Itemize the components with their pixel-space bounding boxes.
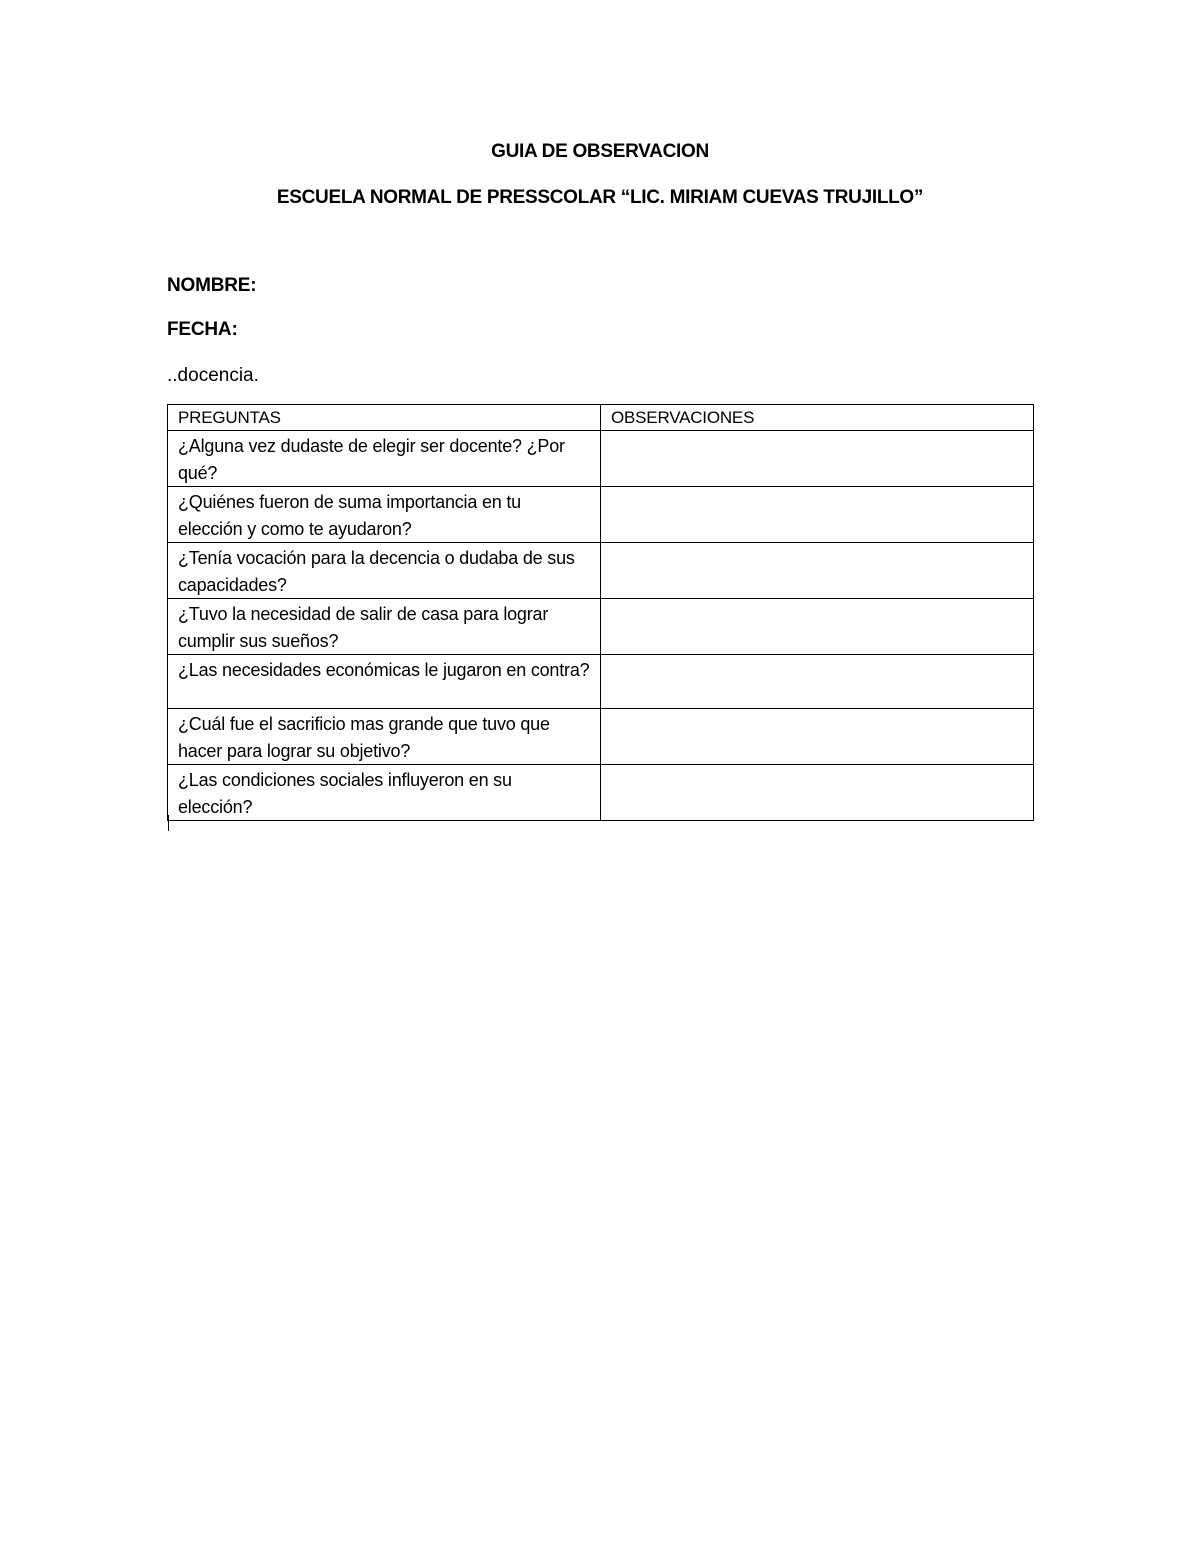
document-subtitle: ESCUELA NORMAL DE PRESSCOLAR “LIC. MIRIAM CUEVAS TRUJILLO” — [276, 187, 924, 208]
observation-table — [167, 404, 1034, 821]
observation-cell[interactable] — [601, 655, 1034, 709]
table-row — [168, 709, 1034, 765]
table-row — [168, 543, 1034, 599]
document-title: GUIA DE OBSERVACION — [491, 141, 709, 162]
table-row — [168, 599, 1034, 655]
table-row — [168, 431, 1034, 487]
observation-cell[interactable] — [601, 431, 1034, 487]
header-observaciones: OBSERVACIONES — [601, 405, 1034, 431]
fecha-label: FECHA: — [167, 319, 238, 340]
nombre-label: NOMBRE: — [167, 275, 257, 296]
table-row — [168, 487, 1034, 543]
observation-cell[interactable] — [601, 709, 1034, 765]
table-row — [168, 655, 1034, 709]
observation-cell[interactable] — [601, 599, 1034, 655]
question-cell: ¿Quiénes fueron de suma importancia en tu elección y como te ayudaron? — [168, 487, 601, 543]
question-cell: ¿Tenía vocación para la decencia o dudaba de sus capacidades? — [168, 543, 601, 599]
observation-cell[interactable] — [601, 487, 1034, 543]
question-cell: ¿Las condiciones sociales influyeron en su elección? — [168, 765, 601, 821]
table-header-row — [168, 405, 1034, 431]
note-text: ..docencia. — [167, 365, 259, 386]
question-cell: ¿Las necesidades económicas le jugaron en contra? — [168, 655, 601, 709]
question-cell: ¿Cuál fue el sacrificio mas grande que tuvo que hacer para lograr su objetivo? — [168, 709, 601, 765]
observation-cell[interactable] — [601, 543, 1034, 599]
header-preguntas: PREGUNTAS — [168, 405, 601, 431]
text-cursor[interactable] — [168, 815, 169, 831]
question-cell: ¿Tuvo la necesidad de salir de casa para lograr cumplir sus sueños? — [168, 599, 601, 655]
observation-cell[interactable] — [601, 765, 1034, 821]
question-cell: ¿Alguna vez dudaste de elegir ser docente? ¿Por qué? — [168, 431, 601, 487]
table-row — [168, 765, 1034, 821]
